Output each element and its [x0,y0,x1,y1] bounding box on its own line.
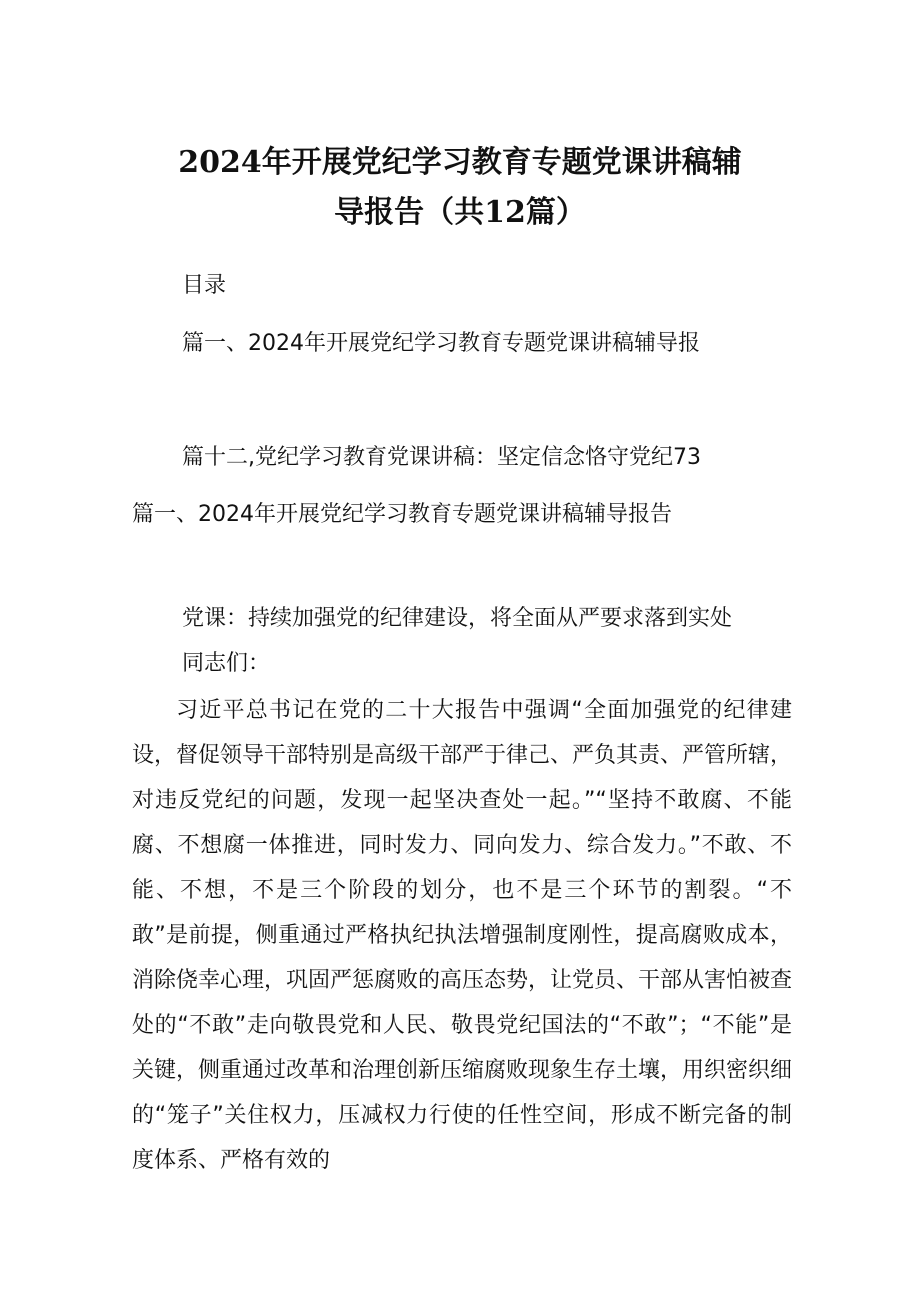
section-heading: 篇一、2024年开展党纪学习教育专题党课讲稿辅导报告 [132,502,672,527]
greeting: 同志们： [182,651,271,676]
document-title [0,138,920,238]
document-title-line-2: 导报告（共12篇） [334,195,586,230]
document-title-line-1: 2024年开展党纪学习教育专题党课讲稿辅 [178,145,742,180]
body-paragraph: 习近平总书记在党的二十大报告中强调“全面加强党的纪律建设，督促领导干部特别是高级干部严于律己、严负其责、严管所辖，对违反党纪的问题，发现一起坚决查处一起。”“坚持不敢腐、不能腐、不想腐一体推进，同时发力、同向发力、综合发力。”不敢、不能、不想，不是三个阶段的划分，也不是三个环节的割裂。“不敢”是前提，侧重通过严格执纪执法增强制度刚性，提高腐败成本，消除侥幸心理，巩固严惩腐败的高压态势，让党员、干部从害怕被查处的“不敢”走向敬畏党和人民、敬畏党纪国法的“不敢”；“不能”是关键，侧重通过改革和治理创新压缩腐败现象生存土壤，用织密织细的“笼子”关住权力，压减权力行使的任性空间，形成不断完备的制度体系、严格有效的 [132,698,793,1173]
toc-item: 篇一、2024年开展党纪学习教育专题党课讲稿辅导报 [182,331,700,356]
toc-label: 目录 [182,273,227,298]
lesson-title: 党课：持续加强党的纪律建设，将全面从严要求落到实处 [182,606,733,631]
toc-item: 篇十二,党纪学习教育党课讲稿：坚定信念恪守党纪73 [182,445,701,470]
